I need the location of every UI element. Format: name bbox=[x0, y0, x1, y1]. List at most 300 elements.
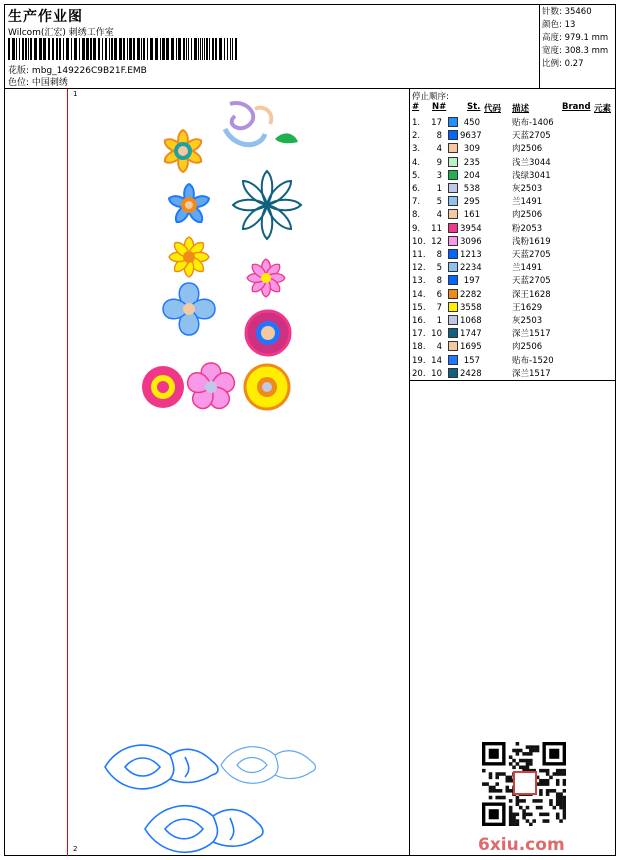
color-swatch bbox=[448, 328, 458, 338]
color-swatch bbox=[448, 262, 458, 272]
qr-module bbox=[526, 813, 530, 817]
qr-module bbox=[506, 789, 510, 793]
flower-yellow bbox=[169, 237, 209, 277]
color-swatch bbox=[448, 209, 458, 219]
qr-module bbox=[556, 802, 560, 806]
row-stitches: 3558 bbox=[460, 302, 482, 313]
qr-module bbox=[559, 769, 563, 773]
barcode-bar bbox=[160, 38, 161, 60]
row-description: 浅兰3044 bbox=[512, 157, 551, 168]
barcode-bar bbox=[219, 38, 222, 60]
row-stitches: 2234 bbox=[460, 263, 482, 274]
barcode-bar bbox=[141, 38, 142, 60]
ornament-left bbox=[105, 745, 218, 789]
qr-module bbox=[509, 755, 513, 759]
watermark: 6xiu.com bbox=[478, 835, 565, 855]
flower-light-pink bbox=[247, 259, 285, 297]
color-swatch bbox=[448, 170, 458, 180]
barcode-bar bbox=[230, 38, 231, 60]
qr-module bbox=[526, 752, 530, 756]
company-name: Wilcom(汇宏) 刺绣工作室 bbox=[8, 28, 114, 38]
barcode-bar bbox=[22, 38, 24, 60]
qr-module bbox=[506, 779, 510, 783]
qr-module bbox=[563, 802, 566, 806]
col-brand: Brand bbox=[562, 102, 591, 112]
row-stitches: 2282 bbox=[460, 289, 482, 300]
row-index: 3. bbox=[412, 144, 421, 155]
qr-module bbox=[509, 806, 513, 810]
row-description: 天蓝2705 bbox=[512, 250, 551, 260]
stop-row bbox=[410, 130, 616, 143]
row-description: 贴布-1520 bbox=[512, 355, 554, 366]
barcode-bar bbox=[16, 38, 17, 60]
row-description: 肉2506 bbox=[512, 342, 543, 353]
barcode-bar bbox=[227, 38, 228, 60]
ornament-bottom bbox=[145, 806, 263, 853]
qr-module bbox=[526, 745, 530, 749]
qr-module bbox=[526, 759, 530, 763]
row-needle: 8 bbox=[436, 250, 442, 260]
qr-module bbox=[539, 769, 543, 773]
color-swatch bbox=[448, 130, 458, 140]
barcode-bar bbox=[12, 38, 15, 60]
color-swatch bbox=[448, 117, 458, 127]
row-index: 13. bbox=[412, 276, 426, 287]
qr-module bbox=[509, 779, 513, 783]
qr-module bbox=[563, 796, 566, 800]
qr-module bbox=[532, 745, 536, 749]
row-description: 浅粉1619 bbox=[512, 236, 551, 247]
row-description: 肉2506 bbox=[512, 144, 543, 155]
qr-module bbox=[546, 782, 550, 786]
qr-module bbox=[563, 799, 566, 803]
header-panel bbox=[5, 5, 540, 89]
qr-module bbox=[536, 806, 540, 810]
stat-height: 高度: 979.1 mm bbox=[542, 33, 609, 43]
qr-module bbox=[542, 769, 546, 773]
color-swatch bbox=[448, 355, 458, 365]
qr-module bbox=[553, 772, 557, 776]
stop-row bbox=[410, 236, 616, 249]
col-desc: 描述 bbox=[512, 104, 530, 114]
row-index: 9. bbox=[412, 223, 421, 234]
qr-module bbox=[506, 786, 510, 790]
qr-module bbox=[529, 759, 533, 763]
qr-module bbox=[509, 799, 513, 803]
row-index: 6. bbox=[412, 184, 421, 194]
qr-module bbox=[495, 776, 499, 780]
qr-module bbox=[489, 786, 493, 790]
qr-module bbox=[563, 772, 566, 776]
qr-module bbox=[526, 806, 530, 810]
barcode-bar bbox=[133, 38, 135, 60]
qr-module bbox=[506, 776, 510, 780]
qr-logo-stamp bbox=[514, 772, 536, 794]
row-needle: 5 bbox=[436, 263, 442, 274]
qr-module bbox=[519, 806, 523, 810]
barcode-bar bbox=[90, 38, 92, 60]
barcode-bar bbox=[52, 38, 54, 60]
barcode-bar bbox=[188, 38, 189, 60]
stop-row bbox=[410, 315, 616, 328]
barcode-bar bbox=[129, 38, 132, 60]
col-code: 代码 bbox=[484, 104, 502, 114]
color-swatch bbox=[448, 143, 458, 153]
stop-row bbox=[410, 262, 616, 275]
qr-module bbox=[519, 759, 523, 763]
qr-module bbox=[509, 816, 513, 820]
qr-module bbox=[519, 749, 523, 753]
qr-module bbox=[546, 792, 550, 796]
stop-row bbox=[410, 117, 616, 130]
row-description: 深兰1517 bbox=[512, 329, 551, 340]
qr-module bbox=[546, 819, 550, 823]
qr-module bbox=[546, 813, 550, 817]
qr-module bbox=[546, 769, 550, 773]
row-description: 肉2506 bbox=[512, 210, 543, 221]
row-description: 深兰1517 bbox=[512, 368, 551, 379]
barcode-bar bbox=[93, 38, 96, 60]
barcode-bar bbox=[150, 38, 153, 60]
design-canvas bbox=[5, 89, 410, 856]
qr-module bbox=[482, 769, 486, 773]
barcode-bar bbox=[19, 38, 20, 60]
qr-module bbox=[512, 819, 516, 823]
row-stitches: 204 bbox=[463, 170, 480, 181]
qr-module bbox=[489, 772, 493, 776]
row-description: 兰1491 bbox=[512, 197, 543, 208]
barcode-bar bbox=[202, 38, 203, 60]
qr-module bbox=[499, 789, 503, 793]
stats-panel bbox=[540, 5, 616, 89]
stop-sequence-panel bbox=[410, 89, 616, 381]
barcode-bar bbox=[25, 38, 27, 60]
barcode-bar bbox=[114, 38, 117, 60]
qr-module bbox=[516, 799, 520, 803]
qr-module bbox=[516, 742, 520, 746]
stat-scale: 比例: 0.27 bbox=[542, 59, 584, 69]
barcode-bar bbox=[48, 38, 50, 60]
barcode-bar bbox=[166, 38, 169, 60]
barcode-bar bbox=[224, 38, 225, 60]
row-index: 18. bbox=[412, 342, 426, 353]
col-num: # bbox=[412, 102, 420, 112]
row-needle: 4 bbox=[436, 342, 442, 353]
qr-module bbox=[522, 809, 526, 813]
qr-module bbox=[509, 819, 513, 823]
stat-stitches: 针数: 35460 bbox=[542, 7, 592, 17]
row-index: 10. bbox=[412, 236, 426, 247]
barcode-bar bbox=[43, 38, 46, 60]
document-frame bbox=[4, 4, 616, 856]
qr-module bbox=[509, 776, 513, 780]
marker-bottom: 2 bbox=[73, 845, 78, 853]
row-stitches: 1695 bbox=[460, 342, 482, 353]
qr-module bbox=[495, 789, 499, 793]
barcode-bar bbox=[232, 38, 233, 60]
qr-module bbox=[563, 816, 566, 820]
barcode-bar bbox=[79, 38, 80, 60]
color-swatch bbox=[448, 196, 458, 206]
qr-module bbox=[489, 776, 493, 780]
qr-module bbox=[516, 752, 520, 756]
qr-module bbox=[559, 799, 563, 803]
flower-pale-pink bbox=[185, 363, 237, 412]
row-index: 14. bbox=[412, 289, 426, 300]
color-label: 色位: bbox=[8, 78, 30, 88]
qr-module bbox=[536, 745, 540, 749]
stop-row bbox=[410, 183, 616, 196]
qr-module bbox=[482, 782, 486, 786]
barcode-bar bbox=[119, 38, 122, 60]
qr-module bbox=[539, 792, 543, 796]
qr-module bbox=[529, 749, 533, 753]
row-stitches: 235 bbox=[463, 157, 480, 168]
qr-module bbox=[512, 749, 516, 753]
barcode-bar bbox=[204, 38, 205, 60]
swirl-motif bbox=[225, 103, 298, 145]
qr-module bbox=[512, 823, 516, 826]
qr-module bbox=[546, 789, 550, 793]
row-description: 天蓝2705 bbox=[512, 276, 551, 287]
qr-module bbox=[542, 779, 546, 783]
row-needle: 8 bbox=[436, 276, 442, 287]
file-value: mbg_149226C9B21F.EMB bbox=[31, 66, 147, 76]
barcode-bar bbox=[71, 38, 72, 60]
barcode-bar bbox=[30, 38, 32, 60]
qr-module bbox=[556, 796, 560, 800]
stop-row bbox=[410, 249, 616, 262]
row-stitches: 2428 bbox=[460, 368, 482, 379]
qr-module bbox=[502, 772, 506, 776]
barcode-bar bbox=[74, 38, 77, 60]
barcode-bar bbox=[98, 38, 100, 60]
color-swatch bbox=[448, 341, 458, 351]
qr-module bbox=[556, 779, 560, 783]
row-description: 深王1628 bbox=[512, 289, 551, 300]
qr-module bbox=[553, 806, 557, 810]
qr-module bbox=[522, 766, 526, 770]
qr-module bbox=[529, 745, 533, 749]
color-line bbox=[8, 75, 68, 88]
barcode-bar bbox=[235, 38, 237, 60]
barcode bbox=[8, 38, 238, 60]
outline-flower bbox=[233, 171, 301, 239]
row-description: 粉2053 bbox=[512, 223, 543, 234]
row-needle: 12 bbox=[431, 236, 442, 247]
row-stitches: 3954 bbox=[460, 223, 482, 234]
stop-row bbox=[410, 275, 616, 288]
stop-row bbox=[410, 341, 616, 354]
qr-module bbox=[516, 749, 520, 753]
qr-module bbox=[516, 796, 520, 800]
row-needle: 5 bbox=[436, 197, 442, 208]
color-swatch bbox=[448, 183, 458, 193]
qr-module bbox=[563, 806, 566, 810]
ornament-right bbox=[221, 747, 316, 784]
qr-module bbox=[522, 813, 526, 817]
qr-module bbox=[489, 789, 493, 793]
row-description: 灰2503 bbox=[512, 316, 543, 326]
barcode-bar bbox=[63, 38, 64, 60]
stop-row bbox=[410, 302, 616, 315]
barcode-bar bbox=[59, 38, 61, 60]
qr-module bbox=[516, 762, 520, 766]
row-stitches: 1213 bbox=[460, 250, 482, 260]
qr-module bbox=[512, 759, 516, 763]
qr-module bbox=[542, 813, 546, 817]
qr-finder bbox=[489, 749, 499, 759]
qr-module bbox=[529, 762, 533, 766]
barcode-bar bbox=[191, 38, 192, 60]
color-swatch bbox=[448, 368, 458, 378]
qr-module bbox=[512, 813, 516, 817]
barcode-bar bbox=[109, 38, 110, 60]
qr-module bbox=[516, 813, 520, 817]
qr-module bbox=[495, 772, 499, 776]
qr-code bbox=[482, 742, 566, 826]
row-needle: 4 bbox=[436, 210, 442, 221]
stop-row bbox=[410, 289, 616, 302]
color-swatch bbox=[448, 249, 458, 259]
row-stitches: 450 bbox=[463, 118, 480, 128]
barcode-bar bbox=[86, 38, 89, 60]
qr-module bbox=[563, 813, 566, 817]
qr-module bbox=[499, 796, 503, 800]
qr-module bbox=[549, 789, 553, 793]
stop-row bbox=[410, 143, 616, 156]
qr-module bbox=[489, 796, 493, 800]
row-index: 4. bbox=[412, 157, 421, 168]
row-stitches: 1747 bbox=[460, 329, 482, 340]
row-stitches: 295 bbox=[463, 197, 480, 208]
row-needle: 9 bbox=[436, 157, 442, 168]
qr-module bbox=[559, 802, 563, 806]
barcode-bar bbox=[194, 38, 197, 60]
row-description: 灰2503 bbox=[512, 184, 543, 194]
qr-finder bbox=[489, 809, 499, 819]
qr-module bbox=[539, 782, 543, 786]
color-value: 中国刺绣 bbox=[31, 78, 68, 88]
color-swatch bbox=[448, 302, 458, 312]
row-index: 2. bbox=[412, 131, 421, 142]
barcode-bar bbox=[8, 38, 10, 60]
qr-module bbox=[499, 772, 503, 776]
qr-module bbox=[539, 789, 543, 793]
qr-module bbox=[516, 819, 520, 823]
barcode-bar bbox=[178, 38, 181, 60]
qr-module bbox=[485, 782, 489, 786]
color-swatch bbox=[448, 275, 458, 285]
qr-module bbox=[502, 796, 506, 800]
barcode-bar bbox=[143, 38, 145, 60]
row-index: 5. bbox=[412, 170, 421, 181]
row-index: 20. bbox=[412, 368, 426, 379]
qr-module bbox=[556, 799, 560, 803]
qr-module bbox=[522, 752, 526, 756]
flower-light-blue bbox=[163, 283, 215, 335]
row-description: 浅绿3041 bbox=[512, 170, 551, 181]
qr-module bbox=[549, 802, 553, 806]
row-needle: 7 bbox=[436, 302, 442, 313]
row-needle: 1 bbox=[436, 184, 442, 194]
stop-row bbox=[410, 368, 616, 381]
stop-row bbox=[410, 196, 616, 209]
marker-top: 1 bbox=[73, 90, 78, 98]
qr-module bbox=[539, 779, 543, 783]
qr-module bbox=[532, 819, 536, 823]
flower-gold bbox=[245, 365, 289, 409]
color-swatch bbox=[448, 289, 458, 299]
row-stitches: 3096 bbox=[460, 236, 482, 247]
row-stitches: 161 bbox=[463, 210, 480, 221]
qr-module bbox=[556, 772, 560, 776]
qr-module bbox=[559, 792, 563, 796]
flower-magenta bbox=[246, 311, 290, 355]
color-swatch bbox=[448, 236, 458, 246]
stop-sequence-title: 停止顺序: bbox=[412, 92, 449, 102]
qr-module bbox=[522, 816, 526, 820]
row-description: 贴布-1406 bbox=[512, 118, 554, 128]
qr-module bbox=[539, 806, 543, 810]
barcode-bar bbox=[206, 38, 208, 60]
row-needle: 10 bbox=[431, 329, 442, 340]
color-swatch bbox=[448, 157, 458, 167]
qr-module bbox=[559, 772, 563, 776]
barcode-bar bbox=[102, 38, 103, 60]
barcode-bar bbox=[137, 38, 140, 60]
qr-module bbox=[556, 816, 560, 820]
row-index: 7. bbox=[412, 197, 421, 208]
qr-module bbox=[512, 766, 516, 770]
qr-module bbox=[495, 782, 499, 786]
flower-pink bbox=[142, 366, 184, 408]
barcode-bar bbox=[123, 38, 125, 60]
barcode-bar bbox=[56, 38, 58, 60]
qr-module bbox=[516, 823, 520, 826]
file-label: 花版: bbox=[8, 66, 30, 76]
color-swatch bbox=[448, 315, 458, 325]
page-title: 生产作业图 bbox=[8, 9, 83, 25]
qr-finder bbox=[549, 749, 559, 759]
qr-module bbox=[522, 799, 526, 803]
qr-module bbox=[492, 786, 496, 790]
row-needle: 11 bbox=[431, 223, 442, 234]
qr-module bbox=[542, 819, 546, 823]
qr-module bbox=[556, 769, 560, 773]
row-description: 天蓝2705 bbox=[512, 131, 551, 142]
qr-module bbox=[539, 799, 543, 803]
barcode-bar bbox=[39, 38, 42, 60]
barcode-bar bbox=[28, 38, 29, 60]
row-index: 19. bbox=[412, 355, 426, 366]
col-st: St. bbox=[467, 102, 481, 112]
barcode-bar bbox=[209, 38, 210, 60]
qr-module bbox=[559, 819, 563, 823]
qr-module bbox=[556, 782, 560, 786]
row-index: 16. bbox=[412, 316, 426, 326]
qr-module bbox=[556, 813, 560, 817]
row-description: 兰1491 bbox=[512, 263, 543, 274]
barcode-bar bbox=[215, 38, 217, 60]
row-needle: 10 bbox=[431, 368, 442, 379]
barcode-bar bbox=[66, 38, 69, 60]
color-swatch bbox=[448, 223, 458, 233]
row-stitches: 1068 bbox=[460, 316, 482, 326]
barcode-bar bbox=[127, 38, 128, 60]
qr-module bbox=[549, 776, 553, 780]
barcode-bar bbox=[82, 38, 85, 60]
